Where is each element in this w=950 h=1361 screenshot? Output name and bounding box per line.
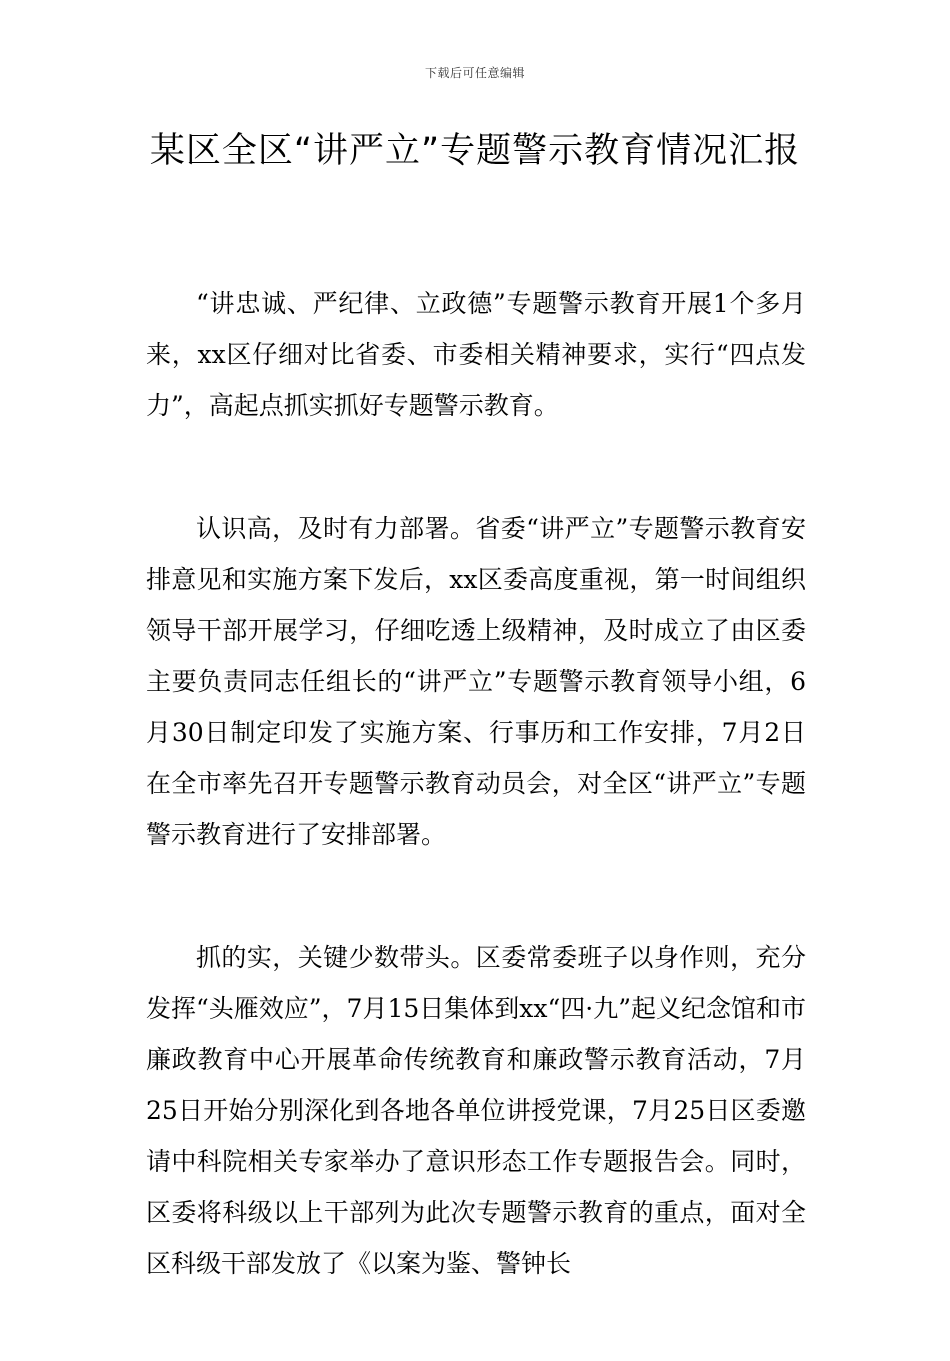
page-header-note: 下载后可任意编辑 — [424, 66, 525, 80]
paragraph-deployment: 认识高，及时有力部署。省委“讲严立”专题警示教育安排意见和实施方案下发后，xx区委高度重视，第一时间组织领导干部开展学习，仔细吃透上级精神，及时成立了由区委主要负责同志任组长的“讲严立”专题警示教育领导小组，6月30日制定印发了实施方案、行事历和工作安排，7月2日在全市率先召开专题警示教育动员会，对全区“讲严立”专题警示教育进行了安排部署。 — [146, 514, 806, 849]
paragraph-intro: “讲忠诚、严纪律、立政德”专题警示教育开展1个多月来，xx区仔细对比省委、市委相关精神要求，实行“四点发力”，高起点抓实抓好专题警示教育。 — [146, 289, 806, 420]
document-title: 某区全区“讲严立”专题警示教育情况汇报 — [149, 131, 801, 171]
document-body — [146, 278, 806, 1361]
paragraph-leadership: 抓的实，关键少数带头。区委常委班子以身作则，充分发挥“头雁效应”，7月15日集体到xx“四·九”起义纪念馆和市廉政教育中心开展革命传统教育和廉政警示教育活动，7月25日开始分别深化到各地各单位讲授党课，7月25日区委邀请中科院相关专家举办了意识形态工作专题报告会。同时，区委将科级以上干部列为此次专题警示教育的重点，面对全区科级干部发放了《以案为鉴、警钟长 — [146, 943, 806, 1278]
